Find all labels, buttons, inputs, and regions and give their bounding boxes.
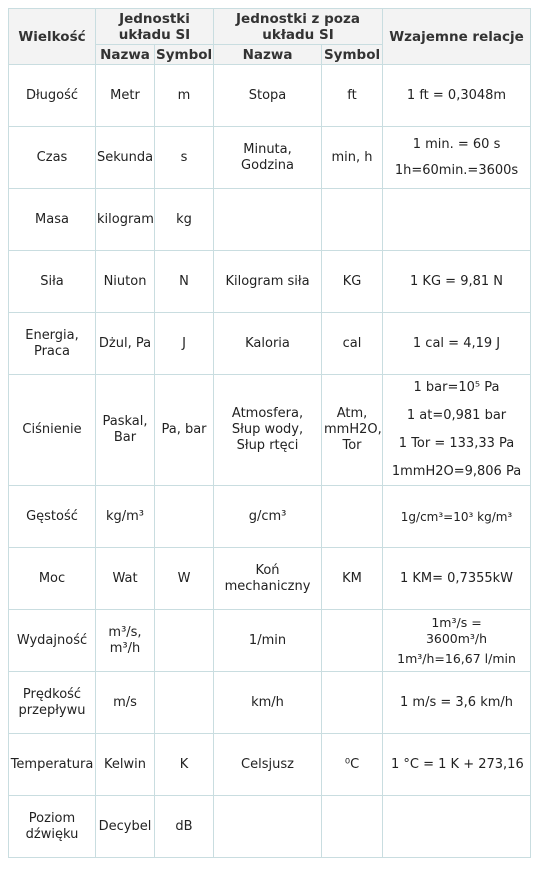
cell-si-symbol: dB <box>155 796 214 858</box>
relation-line: 1 Tor = 133,33 Pa <box>398 436 515 451</box>
cell-relations: 1 m/s = 3,6 km/h <box>383 672 531 734</box>
cell-quantity: Masa <box>9 189 96 251</box>
relation-line: 1m³/h=16,67 l/min <box>397 650 516 666</box>
cell-other-name <box>214 548 322 610</box>
cell-other-name <box>214 127 322 189</box>
cell-quantity <box>9 796 96 858</box>
cell-quantity <box>9 672 96 734</box>
cell-other-symbol <box>322 672 383 734</box>
cell-other-symbol: KG <box>322 251 383 313</box>
quantity-text: Prędkość przepływu <box>18 686 86 718</box>
table-row <box>9 734 531 796</box>
cell-si-name: Wat <box>96 548 155 610</box>
header-relations: Wzajemne relacje <box>383 9 531 65</box>
cell-quantity: Wydajność <box>9 610 96 672</box>
cell-relations <box>383 796 531 858</box>
relation-line: 1 at=0,981 bar <box>406 408 507 423</box>
header-si-units: Jednostki układu SI <box>96 9 214 45</box>
cell-si-name <box>96 375 155 486</box>
cell-quantity: Moc <box>9 548 96 610</box>
header-non-si-units: Jednostki z poza układu SI <box>214 9 383 45</box>
cell-si-symbol: W <box>155 548 214 610</box>
cell-other-symbol: ft <box>322 65 383 127</box>
cell-si-symbol <box>155 672 214 734</box>
table-row <box>9 313 531 375</box>
units-table-container <box>8 8 530 858</box>
cell-other-name <box>214 189 322 251</box>
cell-si-symbol <box>155 610 214 672</box>
cell-other-name: Stopa <box>214 65 322 127</box>
cell-quantity: Temperatura <box>9 734 96 796</box>
table-header <box>9 9 531 65</box>
cell-other-symbol <box>322 189 383 251</box>
cell-si-name: Decybel <box>96 796 155 858</box>
cell-si-name: Kelwin <box>96 734 155 796</box>
cell-relations: 1 °C = 1 K + 273,16 <box>383 734 531 796</box>
cell-quantity: Ciśnienie <box>9 375 96 486</box>
cell-other-symbol <box>322 610 383 672</box>
cell-quantity: Czas <box>9 127 96 189</box>
cell-si-symbol: Pa, bar <box>155 375 214 486</box>
cell-relations: 1g/cm³=10³ kg/m³ <box>383 486 531 548</box>
cell-relations: 1 KG = 9,81 N <box>383 251 531 313</box>
cell-si-name: kilogram <box>96 189 155 251</box>
relation-line: 1 min. = 60 s <box>412 136 501 152</box>
table-row <box>9 251 531 313</box>
cell-quantity <box>9 313 96 375</box>
header-other-symbol: Symbol <box>322 45 383 65</box>
table-row <box>9 375 531 486</box>
relation-line: 1m³/s = 3600m³/h <box>425 614 488 646</box>
cell-relations: 1 KM= 0,7355kW <box>383 548 531 610</box>
cell-other-name: 1/min <box>214 610 322 672</box>
cell-quantity: Gęstość <box>9 486 96 548</box>
cell-quantity: Długość <box>9 65 96 127</box>
cell-si-name: Sekunda <box>96 127 155 189</box>
cell-other-symbol: ⁰C <box>322 734 383 796</box>
cell-other-name: km/h <box>214 672 322 734</box>
cell-si-symbol: N <box>155 251 214 313</box>
cell-other-name <box>214 375 322 486</box>
header-quantity: Wielkość <box>9 9 96 65</box>
table-row <box>9 610 531 672</box>
cell-other-symbol <box>322 375 383 486</box>
units-table <box>8 8 531 858</box>
cell-si-symbol: J <box>155 313 214 375</box>
cell-other-name: Kilogram siła <box>214 251 322 313</box>
cell-other-symbol: KM <box>322 548 383 610</box>
other-name-text: Atmosfera, Słup wody, Słup rtęci <box>231 406 304 453</box>
other-symbol-text: Atm, mmH2O, Tor <box>324 406 382 453</box>
cell-other-symbol <box>322 796 383 858</box>
cell-relations: 1 ft = 0,3048m <box>383 65 531 127</box>
cell-other-name: Celsjusz <box>214 734 322 796</box>
cell-si-symbol: m <box>155 65 214 127</box>
cell-relations <box>383 189 531 251</box>
relation-line: 1 bar=10⁵ Pa <box>413 380 500 395</box>
cell-other-name: g/cm³ <box>214 486 322 548</box>
table-row <box>9 796 531 858</box>
cell-relations <box>383 375 531 486</box>
cell-si-symbol: K <box>155 734 214 796</box>
cell-other-symbol: cal <box>322 313 383 375</box>
cell-other-symbol: min, h <box>322 127 383 189</box>
table-row <box>9 672 531 734</box>
table-row <box>9 65 531 127</box>
quantity-text: Energia, Praca <box>25 327 79 359</box>
header-si-symbol: Symbol <box>156 46 213 63</box>
cell-si-symbol: s <box>155 127 214 189</box>
cell-quantity: Siła <box>9 251 96 313</box>
other-name-text: Minuta, Godzina <box>241 141 294 173</box>
table-row <box>9 548 531 610</box>
cell-relations <box>383 127 531 189</box>
relation-line: 1mmH2O=9,806 Pa <box>391 464 522 479</box>
header-si-name: Nazwa <box>96 45 155 65</box>
cell-si-name <box>96 610 155 672</box>
si-name-text: m³/s, m³/h <box>108 624 142 656</box>
cell-si-name: Niuton <box>96 251 155 313</box>
si-name-text: Paskal, Bar <box>102 414 148 445</box>
other-name-text: Koń mechaniczny <box>224 562 311 594</box>
table-row <box>9 127 531 189</box>
cell-si-symbol: kg <box>155 189 214 251</box>
cell-si-name: kg/m³ <box>96 486 155 548</box>
cell-si-symbol <box>155 486 214 548</box>
cell-relations: 1 cal = 4,19 J <box>383 313 531 375</box>
table-row <box>9 189 531 251</box>
cell-si-name: m/s <box>96 672 155 734</box>
table-row <box>9 486 531 548</box>
cell-other-symbol <box>322 486 383 548</box>
cell-si-name: Dżul, Pa <box>96 313 155 375</box>
cell-other-name <box>214 796 322 858</box>
cell-other-name: Kaloria <box>214 313 322 375</box>
quantity-text: Poziom dźwięku <box>25 810 79 842</box>
cell-si-name: Metr <box>96 65 155 127</box>
header-other-name: Nazwa <box>214 45 322 65</box>
cell-relations <box>383 610 531 672</box>
relation-line: 1h=60min.=3600s <box>394 162 519 178</box>
